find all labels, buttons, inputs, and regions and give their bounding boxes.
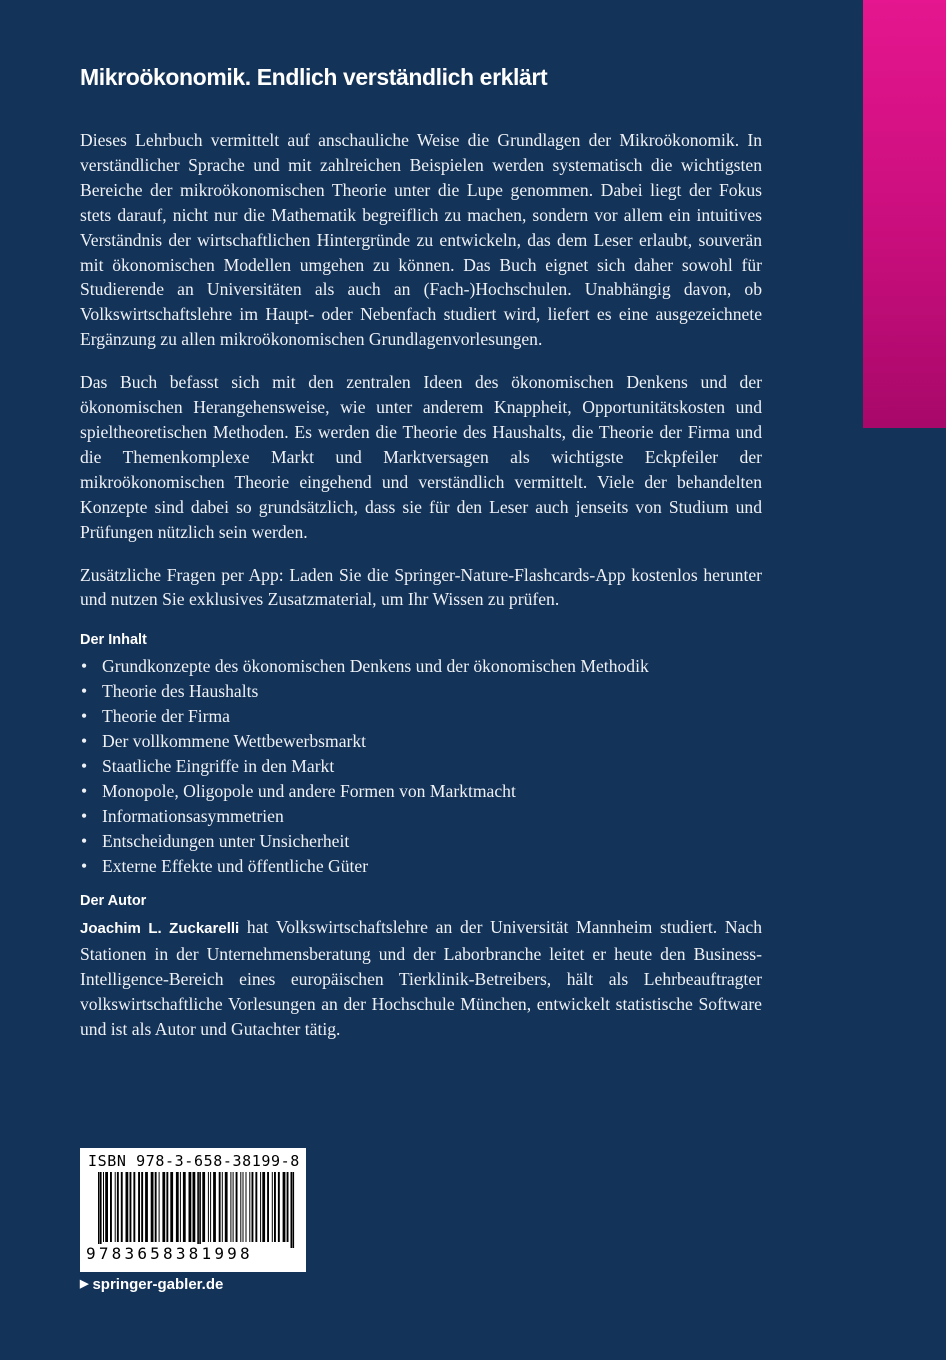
list-item: • Monopole, Oligopole und andere Formen von Marktmacht [80,779,762,804]
barcode-bar [145,1172,148,1242]
barcode-bar [202,1172,205,1242]
barcode-bar [126,1172,129,1242]
barcode-bar [283,1172,286,1242]
barcode-bar [278,1172,280,1242]
barcode-guard-bar [291,1172,293,1248]
barcode-bar [193,1172,196,1242]
barcode-bar [141,1172,143,1242]
isbn-barcode [80,1148,306,1272]
barcode-bar [210,1172,211,1242]
barcode-bar [176,1172,179,1242]
list-item: • Staatliche Eingriffe in den Markt [80,754,762,779]
app-info-paragraph: Zusätzliche Fragen per App: Laden Sie die Springer-Nature-Flashcards-App kostenlos herunter und nutzen Sie exklusives Zusatzmaterial, um Ihr Wissen zu prüfen. [80,564,762,610]
contents-heading: Der Inhalt [80,632,147,649]
back-cover-content [80,60,762,1060]
barcode-bar [180,1172,181,1242]
barcode-guard-bar [100,1172,102,1248]
bullet-icon: • [81,806,88,827]
arrow-right-icon: ▶ [80,1278,89,1290]
list-item: • Externe Effekte und öffentliche Güter [80,854,762,879]
barcode-bar [222,1172,223,1242]
barcode-digits: 9783658381998 [86,1244,253,1263]
bullet-icon: • [81,706,88,727]
barcode-bars [80,1172,306,1248]
barcode-bar [240,1172,241,1242]
list-item: • Entscheidungen unter Unsicherheit [80,829,762,854]
barcode-bar [138,1172,140,1242]
bullet-icon: • [81,681,88,702]
barcode-bar [117,1172,119,1242]
list-item: • Informationsasymmetrien [80,804,762,829]
list-item: • Theorie der Firma [80,704,762,729]
barcode-bar [246,1172,247,1242]
magenta-accent-strip [863,0,946,428]
barcode-bar [272,1172,273,1242]
author-name: Joachim L. Zuckarelli [80,920,240,938]
barcode-bar [115,1172,116,1242]
barcode-bar [262,1172,265,1242]
barcode-bar [166,1172,168,1242]
description-paragraph-1: Dieses Lehrbuch vermittelt auf anschauliche Weise die Grundlagen der Mikroökonomik. In verständlicher Sprache und mit zahlreichen Beispielen werden systematisch die wichtigsten Bereiche der mikroökonomischen Theorie unter die Lupe genommen. Dabei liegt der Fokus stets darauf, nicht nur die Mathematik begreiflich zu machen, sondern vor allem ein intuitives Verständnis der wirtschaftlichen Hintergründe zu entwickeln, das dem Leser erlaubt, souverän mit ökonomischen Modellen umgehen zu können. Das Buch eignet sich daher sowohl für Studierende an Universitäten als auch an (Fach-)Hochschulen. Unabhängig davon, ob Volkswirtschaftslehre im Haupt- oder Nebenfach studiert wird, liefert es eine ausgezeichnete Ergänzung zu allen mikroökonomischen Grundlagenvorlesungen. [80,130,762,350]
bullet-icon: • [81,756,88,777]
barcode-bar [236,1172,238,1242]
bullet-icon: • [81,656,88,677]
barcode-bar [103,1172,104,1242]
barcode-guard-bar [98,1172,100,1248]
barcode-bar [151,1172,154,1242]
barcode-bar [260,1172,261,1242]
barcode-bar [183,1172,186,1242]
barcode-bar [105,1172,108,1242]
barcode-bar [230,1172,231,1242]
barcode-bar [162,1172,165,1242]
barcode-bar [233,1172,234,1242]
barcode-bar [274,1172,276,1242]
barcode-bar [133,1172,135,1242]
description-paragraph-2: Das Buch befasst sich mit den zentralen Ideen des ökonomischen Denkens und der ökonomischen Herangehensweise, wie unter anderem Knappheit, Opportunitätskosten und spieltheoretischen Methoden. Es werden die Theorie des Haushalts, die Theorie der Firma und die Themenkomplexe Markt und Marktversagen als wichtigste Eckpfeiler der mikroökonomischen Theorie eingehend und verständlich vermittelt. Viele der behandelten Konzepte sind dabei so grundsätzlich, dass sie für den Leser auch jenseits von Studium und Prüfungen nützlich sein werden. [80,372,762,542]
bullet-icon: • [81,856,88,877]
barcode-bar [189,1172,192,1242]
bullet-icon: • [81,731,88,752]
barcode-bar [155,1172,157,1242]
isbn-label: ISBN 978-3-658-38199-8 [88,1152,300,1170]
book-title: Mikroökonomik. Endlich verständlich erklärt [80,64,548,90]
bullet-icon: • [81,831,88,852]
author-heading: Der Autor [80,893,147,910]
author-bio-text: hat Volkswirtschaftslehre an der Universität Mannheim studiert. Nach Stationen in der Unternehmensberatung und der Laborbranche leitet er heute den Business-Intelligence-Bereich eines europäischen Tierklinik-Betreibers, hält als Lehrbeauftragter volkswirtschaftliche Vorlesungen an der Hochschule München, entwickelt statistische Software und ist als Autor und Gutachter tätig. [80,917,763,1039]
barcode-bar [130,1172,132,1242]
barcode-bar [243,1172,244,1242]
barcode-bar [249,1172,250,1242]
bullet-icon: • [81,781,88,802]
list-item: • Der vollkommene Wettbewerbsmarkt [80,729,762,754]
barcode-bar [208,1172,209,1242]
contents-list [80,654,762,879]
barcode-guard-bar [293,1172,295,1248]
barcode-bar [213,1172,216,1242]
barcode-bar [287,1172,289,1242]
barcode-bar [255,1172,257,1242]
barcode-bar [121,1172,123,1242]
barcode-bar [219,1172,221,1242]
barcode-bar [159,1172,160,1242]
list-item: • Grundkonzepte des ökonomischen Denkens und der ökonomischen Methodik [80,654,762,679]
barcode-bar [225,1172,228,1242]
barcode-bar [110,1172,112,1242]
website-link[interactable]: springer-gabler.de [92,1276,224,1293]
author-bio [80,915,762,1042]
publisher-website[interactable] [80,1276,223,1293]
barcode-guard-bar [199,1172,201,1248]
barcode-bar [267,1172,269,1242]
list-item: • Theorie des Haushalts [80,679,762,704]
barcode-bar [170,1172,173,1242]
barcode-guard-bar [197,1172,199,1248]
barcode-bar [252,1172,254,1242]
